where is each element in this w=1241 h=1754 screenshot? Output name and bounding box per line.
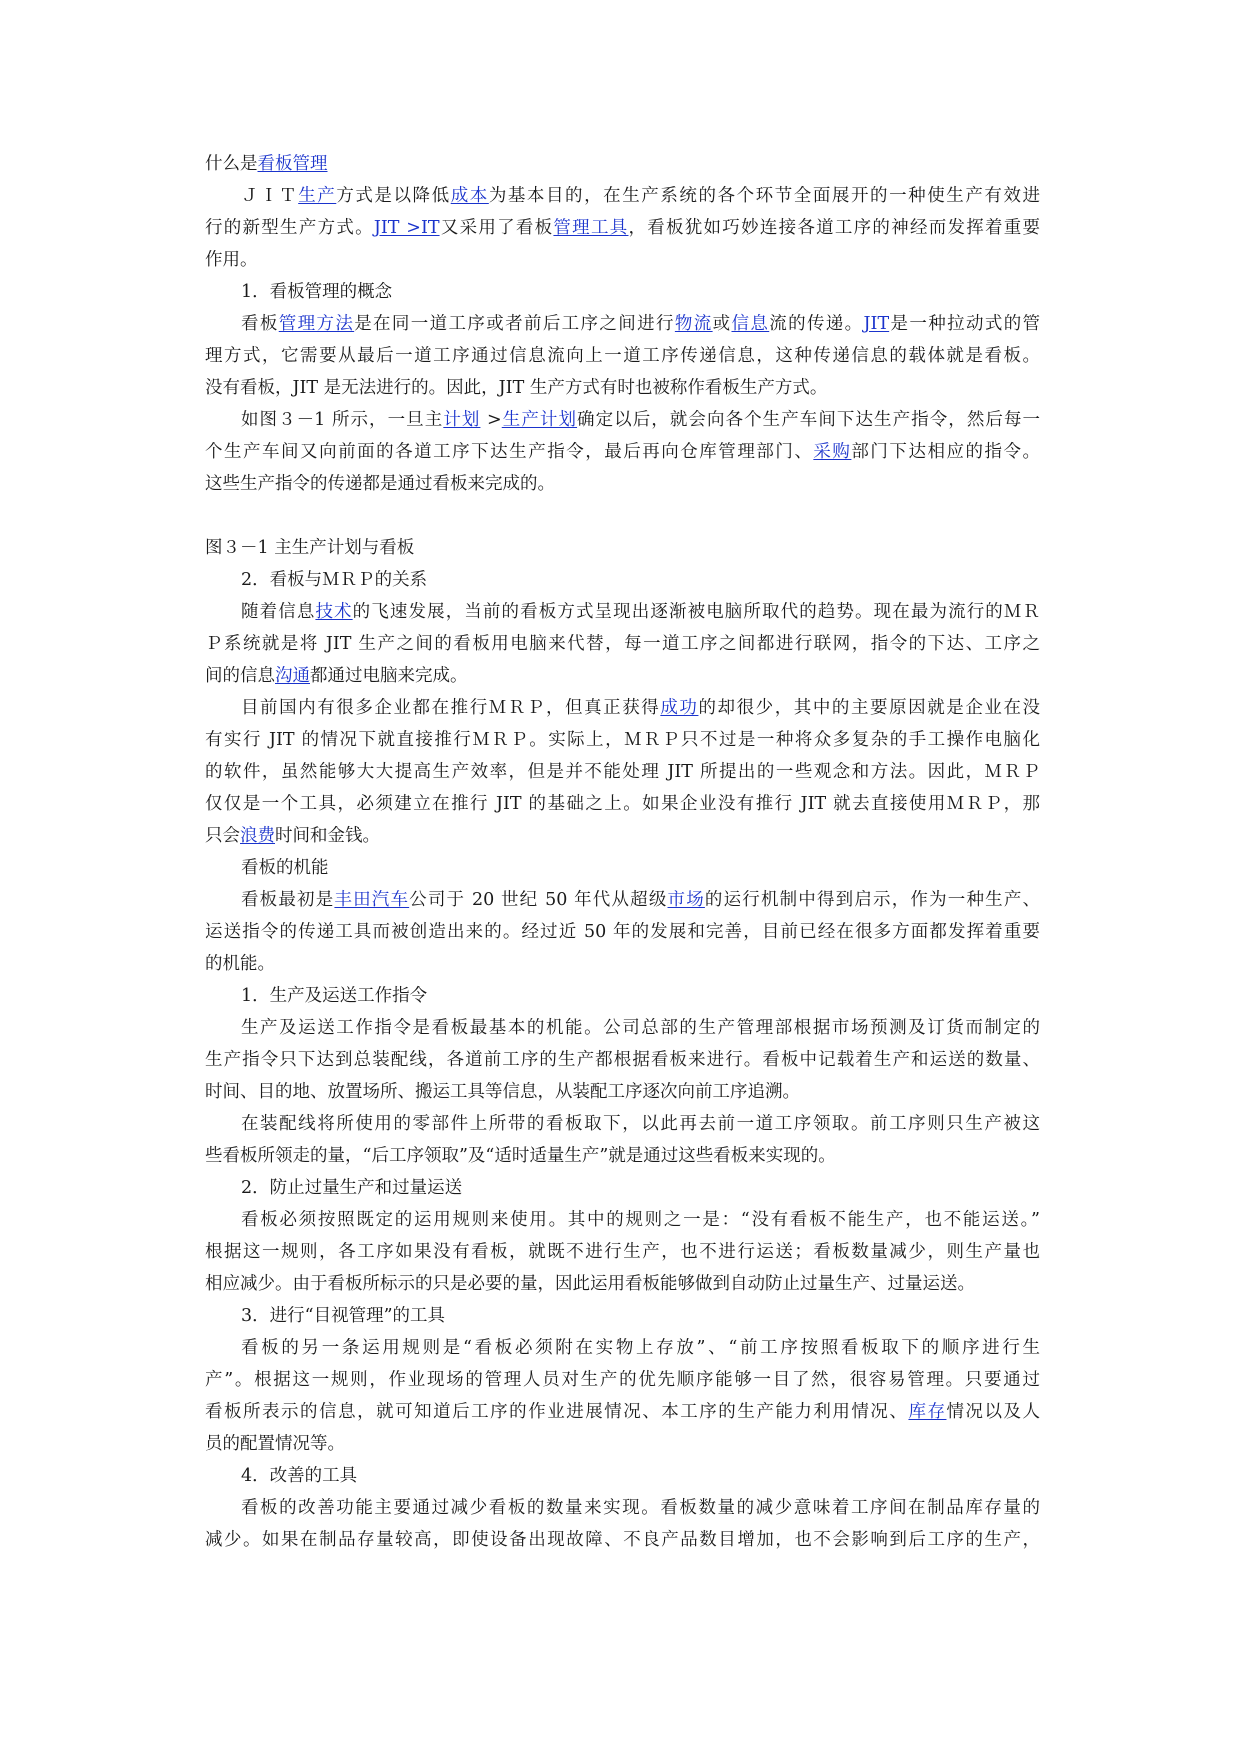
text-segment: 产”。根据这一规则，作业现场的管理人员对生产的优先顺序能够一目了然，很容易管理。只要通过 bbox=[205, 1370, 1040, 1390]
text-segment: 个生产车间又向前面的各道工序下达生产指令，最后再向仓库管理部门、 bbox=[205, 442, 814, 462]
text-line bbox=[205, 852, 1040, 884]
text-segment: 是在同一道工序或者前后工序之间进行 bbox=[354, 314, 675, 334]
text-line bbox=[205, 660, 1040, 692]
text-segment: 是一种拉动式的管 bbox=[889, 314, 1040, 334]
hyperlink[interactable]: 成功 bbox=[660, 698, 699, 718]
hyperlink[interactable]: 管理方法 bbox=[278, 314, 355, 334]
text-segment: 时间和金钱。 bbox=[275, 826, 380, 846]
text-segment: 目前国内有很多企业都在推行ＭＲＰ，但真正获得 bbox=[241, 698, 661, 718]
text-segment: 2．防止过量生产和过量运送 bbox=[241, 1178, 463, 1198]
text-segment: 随着信息 bbox=[241, 602, 316, 622]
hyperlink[interactable]: 沟通 bbox=[275, 666, 310, 686]
text-line bbox=[205, 1236, 1040, 1268]
text-line bbox=[205, 148, 1040, 180]
text-segment: 图３－1 主生产计划与看板 bbox=[205, 538, 415, 558]
text-line bbox=[205, 404, 1040, 436]
text-segment: 的运行机制中得到启示，作为一种生产、 bbox=[704, 890, 1040, 910]
text-line bbox=[205, 1012, 1040, 1044]
hyperlink[interactable]: 生产计划 bbox=[501, 410, 578, 430]
text-segment: 生产指令只下达到总装配线，各道前工序的生产都根据看板来进行。看板中记载着生产和运送的数量、 bbox=[205, 1050, 1040, 1070]
hyperlink[interactable]: 成本 bbox=[450, 186, 489, 206]
text-segment: 看板所表示的信息，就可知道后工序的作业进展情况、本工序的生产能力利用情况、 bbox=[205, 1402, 909, 1422]
hyperlink[interactable]: JIT bbox=[863, 314, 890, 334]
text-line bbox=[205, 1140, 1040, 1172]
text-line bbox=[205, 340, 1040, 372]
text-line bbox=[205, 244, 1040, 276]
text-segment: 时间、目的地、放置场所、搬运工具等信息，从装配工序逐次向前工序追溯。 bbox=[205, 1082, 800, 1102]
text-segment: 确定以后，就会向各个生产车间下达生产指令，然后每一 bbox=[577, 410, 1040, 430]
text-segment: 在装配线将所使用的零部件上所带的看板取下，以此再去前一道工序领取。前工序则只生产被这 bbox=[241, 1114, 1040, 1134]
hyperlink[interactable]: 看板管理 bbox=[257, 154, 328, 174]
text-segment: 情况以及人 bbox=[946, 1402, 1040, 1422]
hyperlink[interactable]: 浪费 bbox=[240, 826, 275, 846]
text-segment: 看板必须按照既定的运用规则来使用。其中的规则之一是：“没有看板不能生产，也不能运送。” bbox=[241, 1210, 1040, 1230]
text-segment: 看板的机能 bbox=[241, 858, 329, 878]
text-line bbox=[205, 1204, 1040, 1236]
text-segment: 1．看板管理的概念 bbox=[241, 282, 393, 302]
text-line bbox=[205, 1428, 1040, 1460]
text-line bbox=[205, 1172, 1040, 1204]
text-segment: 如图３－1 所示，一旦主 bbox=[241, 410, 444, 430]
text-segment: 的却很少，其中的主要原因就是企业在没 bbox=[698, 698, 1040, 718]
hyperlink[interactable]: 丰田汽车 bbox=[334, 890, 410, 910]
text-line bbox=[205, 532, 1040, 564]
text-line bbox=[205, 1524, 1040, 1556]
hyperlink[interactable]: >IT bbox=[399, 218, 440, 238]
hyperlink[interactable]: 市场 bbox=[667, 890, 705, 910]
text-line bbox=[205, 1396, 1040, 1428]
text-segment: 什么是 bbox=[205, 154, 258, 174]
hyperlink[interactable]: 技术 bbox=[315, 602, 353, 622]
text-segment: > bbox=[480, 410, 502, 430]
hyperlink[interactable]: 计划 bbox=[443, 410, 481, 430]
text-segment: 只会 bbox=[205, 826, 240, 846]
text-segment: 看板的另一条运用规则是“看板必须附在实物上存放”、“前工序按照看板取下的顺序进行生 bbox=[241, 1338, 1040, 1358]
text-segment: 2．看板与ＭＲＰ的关系 bbox=[241, 570, 428, 590]
text-segment: 4．改善的工具 bbox=[241, 1466, 358, 1486]
text-segment: ＪＩＴ bbox=[241, 186, 299, 206]
text-line bbox=[205, 1300, 1040, 1332]
text-line bbox=[205, 692, 1040, 724]
text-segment: 生产及运送工作指令是看板最基本的机能。公司总部的生产管理部根据市场预测及订货而制定的 bbox=[241, 1018, 1040, 1038]
text-line bbox=[205, 1460, 1040, 1492]
text-line bbox=[205, 1044, 1040, 1076]
text-segment: ，看板犹如巧妙连接各道工序的神经而发挥着重要 bbox=[628, 218, 1040, 238]
text-segment: 看板 bbox=[241, 314, 279, 334]
text-segment: 没有看板，JIT 是无法进行的。因此，JIT 生产方式有时也被称作看板生产方式。 bbox=[205, 378, 828, 398]
text-segment: 为基本目的，在生产系统的各个环节全面展开的一种使生产有效进 bbox=[488, 186, 1040, 206]
text-line bbox=[205, 724, 1040, 756]
text-line bbox=[205, 468, 1040, 500]
text-segment: 流的传递。 bbox=[769, 314, 864, 334]
text-line bbox=[205, 180, 1040, 212]
text-line bbox=[205, 884, 1040, 916]
text-segment: 根据这一规则，各工序如果没有看板，就既不进行生产，也不进行运送；看板数量减少，则生产量也 bbox=[205, 1242, 1040, 1262]
hyperlink[interactable]: 物流 bbox=[674, 314, 713, 334]
text-segment: Ｐ系统就是将 JIT 生产之间的看板用电脑来代替，每一道工序之间都进行联网，指令的下达、工序之 bbox=[205, 634, 1040, 654]
text-segment: 的飞速发展，当前的看板方式呈现出逐渐被电脑所取代的趋势。现在最为流行的ＭＲ bbox=[352, 602, 1040, 622]
text-line bbox=[205, 1108, 1040, 1140]
hyperlink[interactable]: 生产 bbox=[298, 186, 337, 206]
text-segment: 这些生产指令的传递都是通过看板来完成的。 bbox=[205, 474, 555, 494]
hyperlink[interactable]: 管理工具 bbox=[553, 218, 629, 238]
text-line bbox=[205, 916, 1040, 948]
text-segment: 3．进行“目视管理”的工具 bbox=[241, 1306, 446, 1326]
text-segment: 看板最初是 bbox=[241, 890, 335, 910]
text-segment: 仅仅是一个工具，必须建立在推行 JIT 的基础之上。如果企业没有推行 JIT 就去直接使用ＭＲＰ，那 bbox=[205, 794, 1040, 814]
text-line bbox=[205, 756, 1040, 788]
text-segment: 1．生产及运送工作指令 bbox=[241, 986, 428, 1006]
text-segment: 有实行 JIT 的情况下就直接推行ＭＲＰ。实际上，ＭＲＰ只不过是一种将众多复杂的手工操作电脑化 bbox=[205, 730, 1040, 750]
text-segment: 的机能。 bbox=[205, 954, 275, 974]
text-line bbox=[205, 1492, 1040, 1524]
text-segment: 公司于 20 世纪 50 年代从超级 bbox=[409, 890, 668, 910]
text-line bbox=[205, 1076, 1040, 1108]
text-segment: 又采用了看板 bbox=[439, 218, 554, 238]
text-segment: 的软件，虽然能够大大提高生产效率，但是并不能处理 JIT 所提出的一些观念和方法。因此，ＭＲＰ bbox=[205, 762, 1040, 782]
text-segment: 看板的改善功能主要通过减少看板的数量来实现。看板数量的减少意味着工序间在制品库存量的 bbox=[241, 1498, 1040, 1518]
text-line bbox=[205, 212, 1040, 244]
text-line bbox=[205, 308, 1040, 340]
text-segment: 运送指令的传递工具而被创造出来的。经过近 50 年的发展和完善，目前已经在很多方面都发挥着重要 bbox=[205, 922, 1040, 942]
text-segment: 方式是以降低 bbox=[336, 186, 451, 206]
text-line bbox=[205, 436, 1040, 468]
hyperlink[interactable]: JIT bbox=[373, 218, 400, 238]
hyperlink[interactable]: 采购 bbox=[813, 442, 852, 462]
text-line bbox=[205, 372, 1040, 404]
text-line bbox=[205, 980, 1040, 1012]
text-segment: 些看板所领走的量，“后工序领取”及“适时适量生产”就是通过这些看板来实现的。 bbox=[205, 1146, 836, 1166]
text-segment: 作用。 bbox=[205, 250, 258, 270]
text-line bbox=[205, 788, 1040, 820]
text-line bbox=[205, 628, 1040, 660]
text-line bbox=[205, 276, 1040, 308]
document-page bbox=[205, 148, 1040, 1556]
text-line bbox=[205, 1332, 1040, 1364]
text-line bbox=[205, 1268, 1040, 1300]
text-segment: 或 bbox=[712, 314, 732, 334]
hyperlink[interactable]: 信息 bbox=[731, 314, 770, 334]
text-line bbox=[205, 948, 1040, 980]
text-segment: 相应减少。由于看板所标示的只是必要的量，因此运用看板能够做到自动防止过量生产、过量运送。 bbox=[205, 1274, 975, 1294]
text-segment: 间的信息 bbox=[205, 666, 275, 686]
text-segment: 减少。如果在制品存量较高，即使设备出现故障、不良产品数目增加，也不会影响到后工序的生产， bbox=[205, 1530, 1040, 1550]
text-line bbox=[205, 564, 1040, 596]
text-segment: 行的新型生产方式。 bbox=[205, 218, 374, 238]
text-segment: 部门下达相应的指令。 bbox=[851, 442, 1040, 462]
blank-line bbox=[205, 500, 1040, 532]
text-line bbox=[205, 1364, 1040, 1396]
hyperlink[interactable]: 库存 bbox=[908, 1402, 947, 1422]
text-segment: 员的配置情况等。 bbox=[205, 1434, 345, 1454]
text-segment: 都通过电脑来完成。 bbox=[310, 666, 468, 686]
text-line bbox=[205, 596, 1040, 628]
text-segment: 理方式，它需要从最后一道工序通过信息流向上一道工序传递信息，这种传递信息的载体就是看板。 bbox=[205, 346, 1040, 366]
text-line bbox=[205, 820, 1040, 852]
